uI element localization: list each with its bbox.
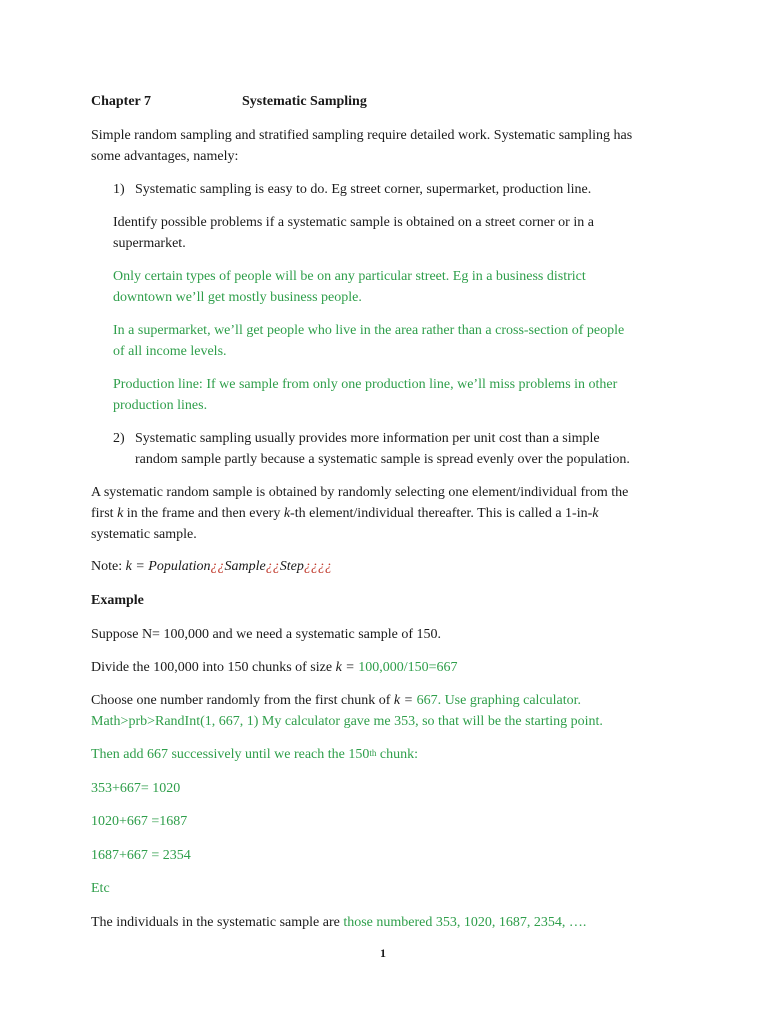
definition-line-3: systematic sample.: [91, 527, 197, 542]
answer-3-line-1: Production line: If we sample from only one production line, we’ll miss problems in other: [113, 377, 618, 392]
answer-1-line-2: downtown we’ll get mostly business people.: [113, 290, 362, 305]
sum-step-1: 353+667= 1020: [91, 781, 181, 796]
example-paragraph-3-line-2: Math>prb>RandInt(1, 667, 1) My calculator gave me 353, so that will be the starting point.: [91, 714, 603, 729]
question-line-2: supermarket.: [113, 236, 186, 251]
example-paragraph-2: Divide the 100,000 into 150 chunks of size k = 100,000/150=667: [91, 660, 458, 675]
intro-line-2: some advantages, namely:: [91, 149, 239, 164]
sum-step-3: 1687+667 = 2354: [91, 848, 191, 863]
list-number-2: 2): [113, 431, 125, 446]
example-heading: Example: [91, 593, 144, 608]
example-paragraph-4: Then add 667 successively until we reach the 150th chunk:: [91, 747, 418, 762]
sum-step-2: 1020+667 =1687: [91, 814, 188, 829]
note-formula: Note: k = Population¿¿Sample¿¿Step¿¿¿¿: [91, 559, 332, 574]
answer-3-line-2: production lines.: [113, 398, 208, 413]
page-number: 1: [380, 946, 386, 960]
example-conclusion: The individuals in the systematic sample are those numbered 353, 1020, 1687, 2354, ….: [91, 915, 587, 930]
definition-line-1: A systematic random sample is obtained by randomly selecting one element/individual from the: [91, 485, 629, 500]
intro-line-1: Simple random sampling and stratified sampling require detailed work. Systematic sampling has: [91, 128, 633, 143]
list-item-1-text: Systematic sampling is easy to do. Eg street corner, supermarket, production line.: [135, 182, 592, 197]
example-paragraph-1: Suppose N= 100,000 and we need a systematic sample of 150.: [91, 627, 442, 642]
page-title: Systematic Sampling: [242, 94, 367, 109]
list-item-2-line-2: random sample partly because a systematic sample is spread evenly over the population.: [135, 452, 630, 467]
example-paragraph-3-line-1: Choose one number randomly from the first chunk of k = 667. Use graphing calculator.: [91, 693, 582, 708]
question-line-1: Identify possible problems if a systematic sample is obtained on a street corner or in a: [113, 215, 594, 230]
sum-step-etc: Etc: [91, 881, 110, 896]
definition-line-2: first k in the frame and then every k-th element/individual thereafter. This is called a 1-in-k: [91, 506, 599, 521]
answer-2-line-2: of all income levels.: [113, 344, 227, 359]
answer-1-line-1: Only certain types of people will be on any particular street. Eg in a business district: [113, 269, 586, 284]
list-number-1: 1): [113, 182, 125, 197]
list-item-2-line-1: Systematic sampling usually provides more information per unit cost than a simple: [135, 431, 600, 446]
chapter-label: Chapter 7: [91, 94, 152, 109]
answer-2-line-1: In a supermarket, we’ll get people who live in the area rather than a cross-section of people: [113, 323, 625, 338]
